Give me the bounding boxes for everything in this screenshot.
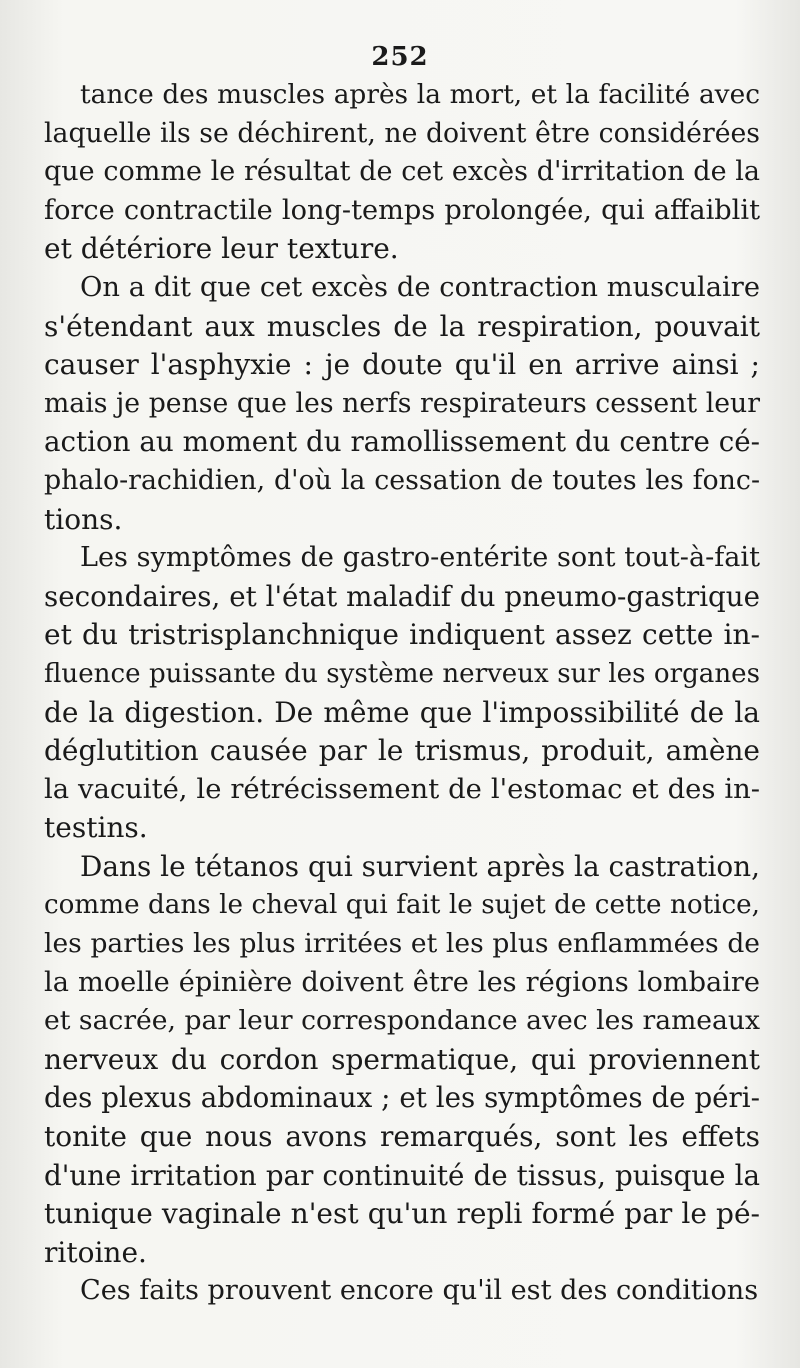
text-line: mais je pense que les nerfs respirateurs cessent leur: [44, 387, 760, 419]
text-line: nerveux du cordon spermatique, qui proviennent: [44, 1042, 760, 1076]
text-line: On a dit que cet excès de contraction musculaire: [80, 271, 760, 303]
text-line: laquelle ils se déchirent, ne doivent être considérées: [44, 117, 760, 149]
text-line: que comme le résultat de cet excès d'irritation de la: [44, 156, 760, 188]
paragraph: [44, 539, 760, 848]
text-line: et détériore leur texture.: [44, 232, 399, 266]
page-number: 252: [371, 42, 429, 72]
text-line: s'étendant aux muscles de la respiration, pouvait: [44, 309, 760, 343]
paragraph: [44, 1272, 760, 1311]
text-line: et sacrée, par leur correspondance avec les rameaux: [44, 1005, 760, 1037]
text-line: tonite que nous avons remarqués, sont les effets: [44, 1120, 760, 1154]
text-line: tance des muscles après la mort, et la facilité avec: [80, 79, 760, 110]
text-line: la vacuité, le rétrécissement de l'estomac et des in-: [44, 773, 760, 805]
text-line: action au moment du ramollissement du centre cé-: [44, 425, 760, 459]
text-line: secondaires, et l'état maladif du pneumo-gastrique: [44, 579, 760, 613]
paragraph: [44, 269, 760, 539]
text-line: Les symptômes de gastro-entérite sont tout-à-fait: [80, 542, 760, 574]
text-line: phalo-rachidien, d'où la cessation de toutes les fonc-: [44, 464, 760, 496]
text-line: des plexus abdominaux ; et les symptômes de péri-: [44, 1081, 760, 1115]
body-text: [44, 76, 760, 1311]
text-line: d'une irritation par continuité de tissus, puisque la: [44, 1158, 760, 1192]
text-line: déglutition causée par le trismus, produit, amène: [44, 734, 760, 768]
text-line: Ces faits prouvent encore qu'il est des conditions: [80, 1275, 759, 1307]
paragraph: [44, 76, 760, 269]
text-line: comme dans le cheval qui fait le sujet de cette notice,: [44, 890, 760, 921]
text-line: la moelle épinière doivent être les régions lombaire: [44, 966, 760, 998]
text-line: et du tristrisplanchnique indiquent assez cette in-: [44, 618, 760, 652]
text-line: de la digestion. De même que l'impossibilité de la: [44, 695, 760, 729]
text-line: Dans le tétanos qui survient après la castration,: [80, 849, 760, 883]
text-line: fluence puissante du système nerveux sur les organes: [44, 658, 760, 689]
text-line: tunique vaginale n'est qu'un repli formé par le pé-: [44, 1197, 760, 1231]
text-line: ritoine.: [44, 1235, 147, 1269]
text-line: causer l'asphyxie : je doute qu'il en arrive ainsi ;: [44, 348, 760, 382]
text-line: les parties les plus irritées et les plus enflammées de: [44, 928, 760, 960]
text-line: testins.: [44, 811, 148, 845]
text-line: tions.: [44, 502, 123, 536]
text-line: force contractile long-temps prolongée, qui affaiblit: [44, 194, 760, 226]
paragraph: [44, 848, 760, 1273]
